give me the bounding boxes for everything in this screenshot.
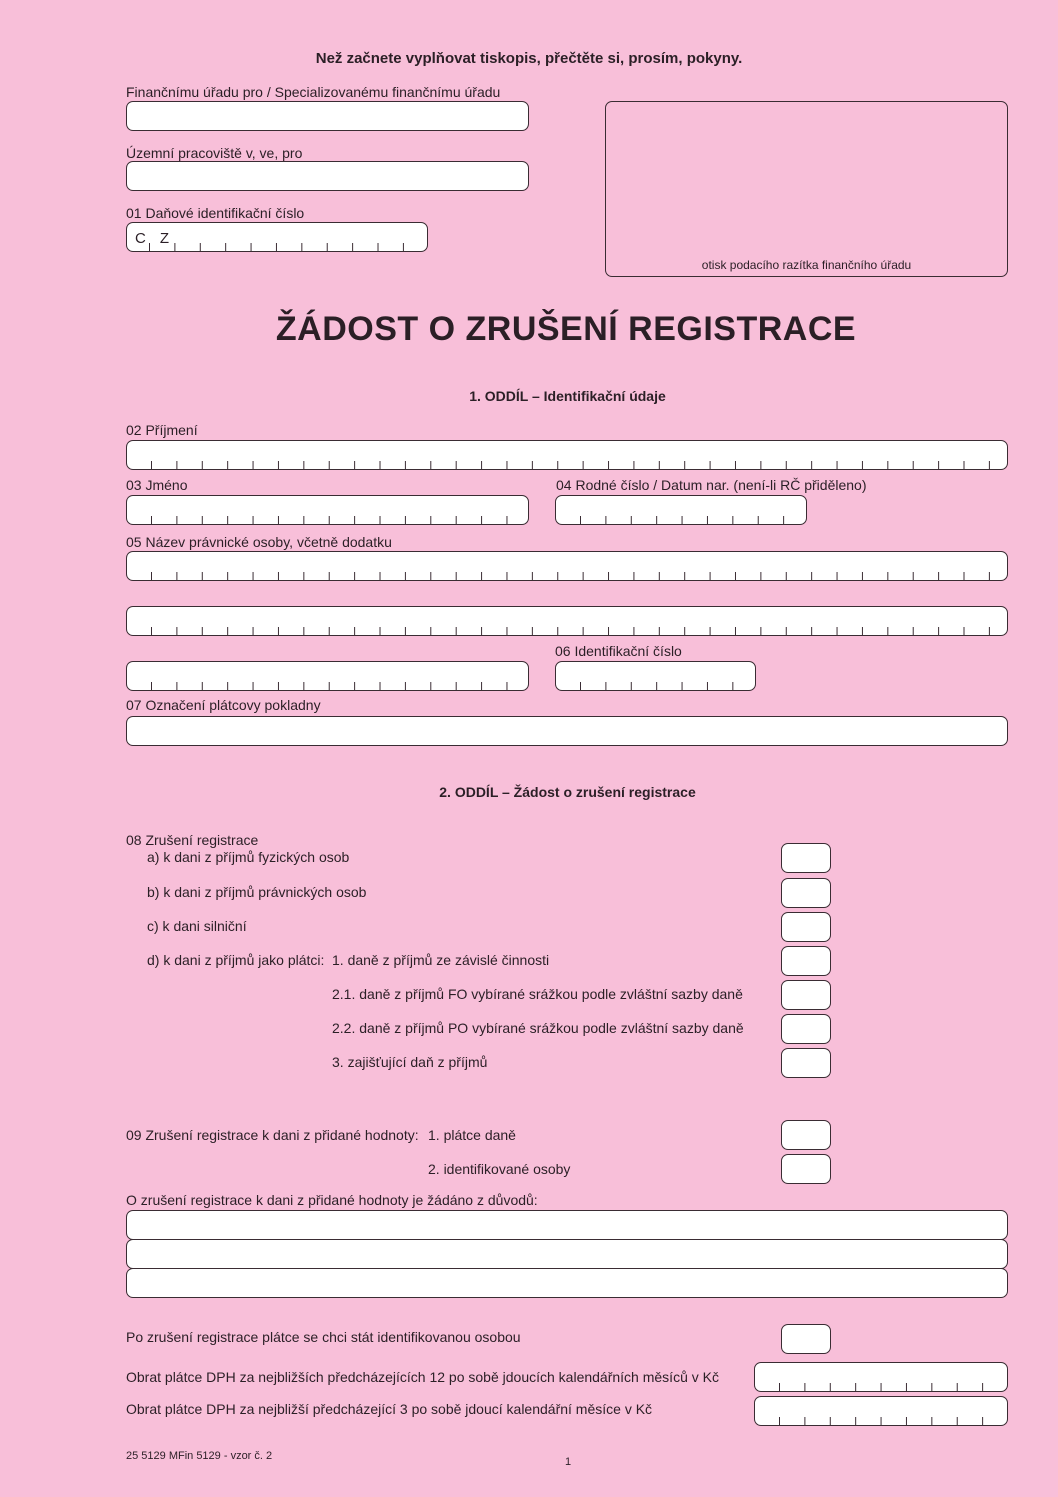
item-b-checkbox[interactable]: [781, 878, 831, 908]
vat-identified-label: 2. identifikované osoby: [428, 1161, 571, 1177]
item-d21-checkbox[interactable]: [781, 980, 831, 1010]
cash-register-field[interactable]: [126, 716, 1008, 746]
item-d-label: d) k dani z příjmů jako plátci:: [147, 952, 325, 968]
form-code: 25 5129 MFin 5129 - vzor č. 2: [126, 1450, 273, 1462]
dic-prefix: CZ: [135, 230, 183, 247]
birth-number-label: 04 Rodné číslo / Datum nar. (není-li RČ přiděleno): [556, 477, 867, 493]
item-d3-label: 3. zajišťující daň z příjmů: [332, 1054, 488, 1070]
company-name-label: 05 Název právnické osoby, včetně dodatku: [126, 534, 392, 550]
company-name-field-line3[interactable]: [126, 661, 529, 691]
vat-cancel-label: 09 Zrušení registrace k dani z přidané hodnoty:: [126, 1127, 419, 1143]
turnover-12-months-field[interactable]: [754, 1362, 1008, 1392]
form-title: ŽÁDOST O ZRUŠENÍ REGISTRACE: [275, 310, 857, 348]
item-d3-checkbox[interactable]: [781, 1048, 831, 1078]
name-label: 03 Jméno: [126, 477, 188, 493]
tax-office-field[interactable]: [126, 101, 529, 131]
surname-label: 02 Příjmení: [126, 422, 198, 438]
vat-reason-label: O zrušení registrace k dani z přidané hodnoty je žádáno z důvodů:: [126, 1192, 538, 1208]
turnover-3-months-field[interactable]: [754, 1396, 1008, 1426]
workplace-label: Územní pracoviště v, ve, pro: [126, 145, 303, 161]
birth-number-field[interactable]: [555, 495, 807, 525]
section2-heading: 2. ODDÍL – Žádost o zrušení registrace: [439, 784, 696, 800]
item-b-label: b) k dani z příjmů právnických osob: [147, 884, 367, 900]
item-a-checkbox[interactable]: [781, 843, 831, 873]
vat-reason-field-line1[interactable]: [126, 1210, 1008, 1240]
vat-payer-checkbox[interactable]: [781, 1120, 831, 1150]
vat-identified-checkbox[interactable]: [781, 1154, 831, 1184]
turnover-12-months-label: Obrat plátce DPH za nejbližších předcházejících 12 po sobě jdoucích kalendářních měsíců v Kč: [126, 1369, 719, 1385]
workplace-field[interactable]: [126, 161, 529, 191]
item-d22-checkbox[interactable]: [781, 1014, 831, 1044]
turnover-3-months-label: Obrat plátce DPH za nejbližší předcházející 3 po sobě jdoucí kalendářní měsíce v Kč: [126, 1401, 653, 1417]
filing-stamp-area: [605, 101, 1008, 277]
surname-field[interactable]: [126, 440, 1008, 470]
item-d22-label: 2.2. daně z příjmů PO vybírané srážkou podle zvláštní sazby daně: [332, 1020, 744, 1036]
dic-label: 01 Daňové identifikační číslo: [126, 205, 305, 221]
section1-heading: 1. ODDÍL – Identifikační údaje: [469, 388, 666, 404]
name-field[interactable]: [126, 495, 529, 525]
vat-payer-label: 1. plátce daně: [428, 1127, 516, 1143]
dic-field[interactable]: [126, 222, 428, 252]
page-number: 1: [565, 1456, 572, 1468]
vat-reason-field-line2[interactable]: [126, 1239, 1008, 1269]
instructions-notice: Než začnete vyplňovat tiskopis, přečtěte si, prosím, pokyny.: [315, 50, 743, 67]
item-c-label: c) k dani silniční: [147, 918, 247, 934]
item-a-label: a) k dani z příjmů fyzických osob: [147, 849, 350, 865]
become-identified-checkbox[interactable]: [781, 1324, 831, 1354]
cancel-registration-label: 08 Zrušení registrace: [126, 832, 259, 848]
become-identified-label: Po zrušení registrace plátce se chci stát identifikovanou osobou: [126, 1329, 521, 1345]
id-number-field[interactable]: [555, 661, 756, 691]
item-d21-label: 2.1. daně z příjmů FO vybírané srážkou podle zvláštní sazby daně: [332, 986, 743, 1002]
item-c-checkbox[interactable]: [781, 912, 831, 942]
company-name-field-line2[interactable]: [126, 606, 1008, 636]
tax-office-label: Finančnímu úřadu pro / Specializovanému finančnímu úřadu: [126, 84, 501, 100]
id-number-label: 06 Identifikační číslo: [555, 643, 682, 659]
cash-register-label: 07 Označení plátcovy pokladny: [126, 697, 321, 713]
company-name-field-line1[interactable]: [126, 551, 1008, 581]
vat-reason-field-line3[interactable]: [126, 1268, 1008, 1298]
stamp-label: otisk podacího razítka finančního úřadu: [701, 258, 912, 272]
item-d1-checkbox[interactable]: [781, 946, 831, 976]
item-d1-label: 1. daně z příjmů ze závislé činnosti: [332, 952, 550, 968]
